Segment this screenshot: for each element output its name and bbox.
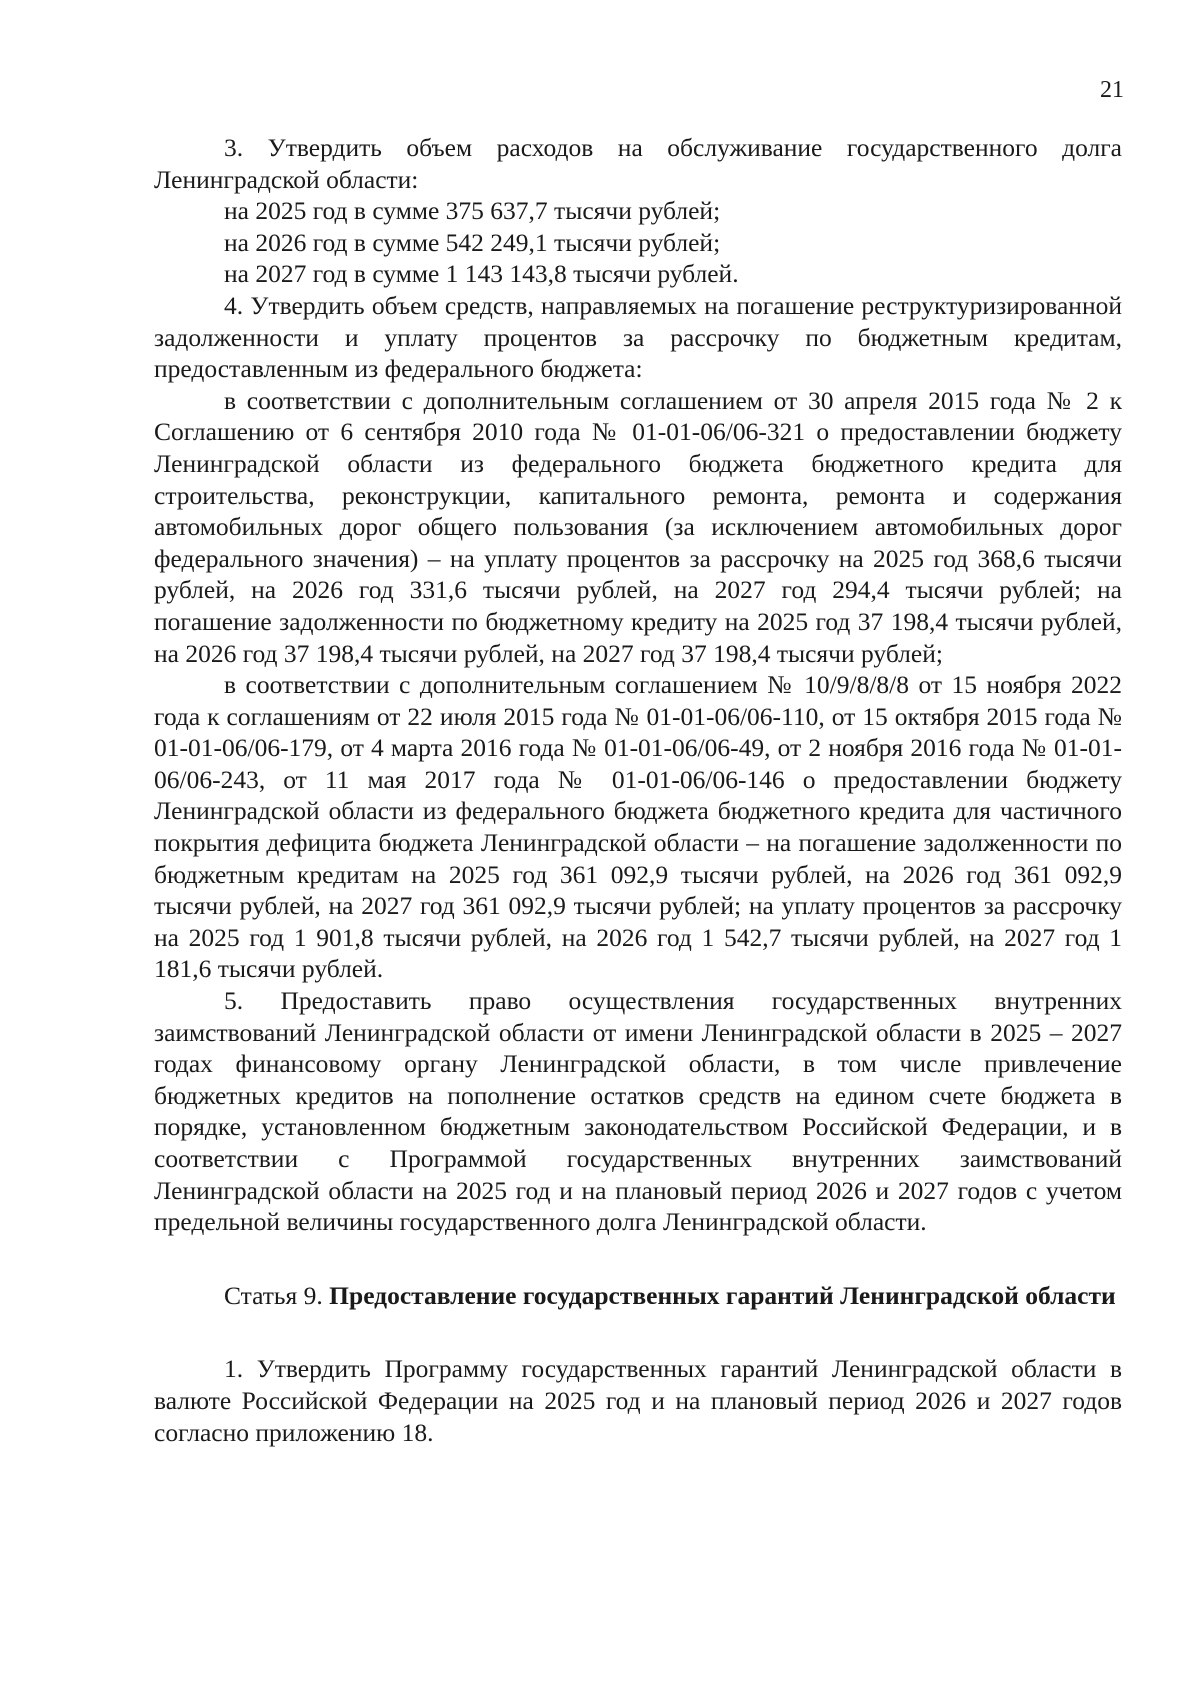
paragraph-borrowing-rights: 5. Предоставить право осуществления государственных внутренних заимствований Ленинградской области от имени Ленинградской области в 2025 – 2027 годах финансовому органу Ленинградской области, в том числе привлечение бюджетных кредитов на пополнение остатков средств на едином счете бюджета в порядке, установленном бюджетным законодательством Российской Федерации, и в соответствии с Программой государственных внутренних заимствований Ленинградской области на 2025 год и на плановый период 2026 и 2027 годов с учетом предельной величины государственного долга Ленинградской области. [154, 986, 1122, 1237]
document-body [154, 132, 1122, 1448]
paragraph-deficit-credit-agreement: в соответствии с дополнительным соглашением № 10/9/8/8/8 от 15 ноября 2022 года к соглашениям от 22 июля 2015 года № 01-01-06/06-110, от 15 октября 2015 года № 01-01-06/06-179, от 4 марта 2016 года № 01-01-06/06-49, от 2 ноября 2016 года № 01-01-06/06-243, от 11 мая 2017 года № 01-01-06/06-146 о предоставлении бюджету Ленинградской области из федерального бюджета бюджетного кредита для частичного покрытия дефицита бюджета Ленинградской области – на погашение задолженности по бюджетным кредитам на 2025 год 361 092,9 тысячи рублей, на 2026 год 361 092,9 тысячи рублей, на 2027 год 361 092,9 тысячи рублей; на уплату процентов за рассрочку на 2025 год 1 901,8 тысячи рублей, на 2026 год 1 542,7 тысячи рублей, на 2027 год 1 181,6 тысячи рублей. [154, 670, 1122, 984]
paragraph-debt-service: 3. Утвердить объем расходов на обслуживание государственного долга Ленинградской области: [154, 133, 1122, 194]
paragraph-road-credit-agreement: в соответствии с дополнительным соглашением от 30 апреля 2015 года № 2 к Соглашению от 6 сентября 2010 года № 01-01-06/06-321 о предоставлении бюджету Ленинградской области из федерального бюджета бюджетного кредита для строительства, реконструкции, капитального ремонта, ремонта и содержания автомобильных дорог общего пользования (за исключением автомобильных дорог федерального значения) – на уплату процентов за рассрочку на 2025 год 368,6 тысячи рублей, на 2026 год 331,6 тысячи рублей, на 2027 год 294,4 тысячи рублей; на погашение задолженности по бюджетному кредиту на 2025 год 37 198,4 тысячи рублей, на 2026 год 37 198,4 тысячи рублей, на 2027 год 37 198,4 тысячи рублей; [154, 385, 1122, 668]
paragraph-debt-service-2025: на 2025 год в сумме 375 637,7 тысячи рублей; [224, 196, 721, 226]
paragraph-restructured-debt: 4. Утвердить объем средств, направляемых на погашение реструктуризированной задолженности и уплату процентов за рассрочку по бюджетным кредитам, предоставленным из федерального бюджета: [154, 290, 1122, 384]
article-prefix: Статья 9. [224, 1280, 323, 1310]
paragraph-guarantee-program: 1. Утвердить Программу государственных гарантий Ленинградской области в валюте Российской Федерации на 2025 год и на плановый период 2026 и 2027 годов согласно приложению 18. [154, 1354, 1122, 1447]
paragraph-debt-service-2026: на 2026 год в сумме 542 249,1 тысячи рублей; [224, 227, 721, 257]
article-title: Предоставление государственных гарантий Ленинградской области [329, 1280, 1116, 1310]
page-number: 21 [1100, 77, 1124, 103]
paragraph-debt-service-2027: на 2027 год в сумме 1 143 143,8 тысячи рублей. [224, 259, 739, 289]
article-heading [154, 1280, 1122, 1312]
